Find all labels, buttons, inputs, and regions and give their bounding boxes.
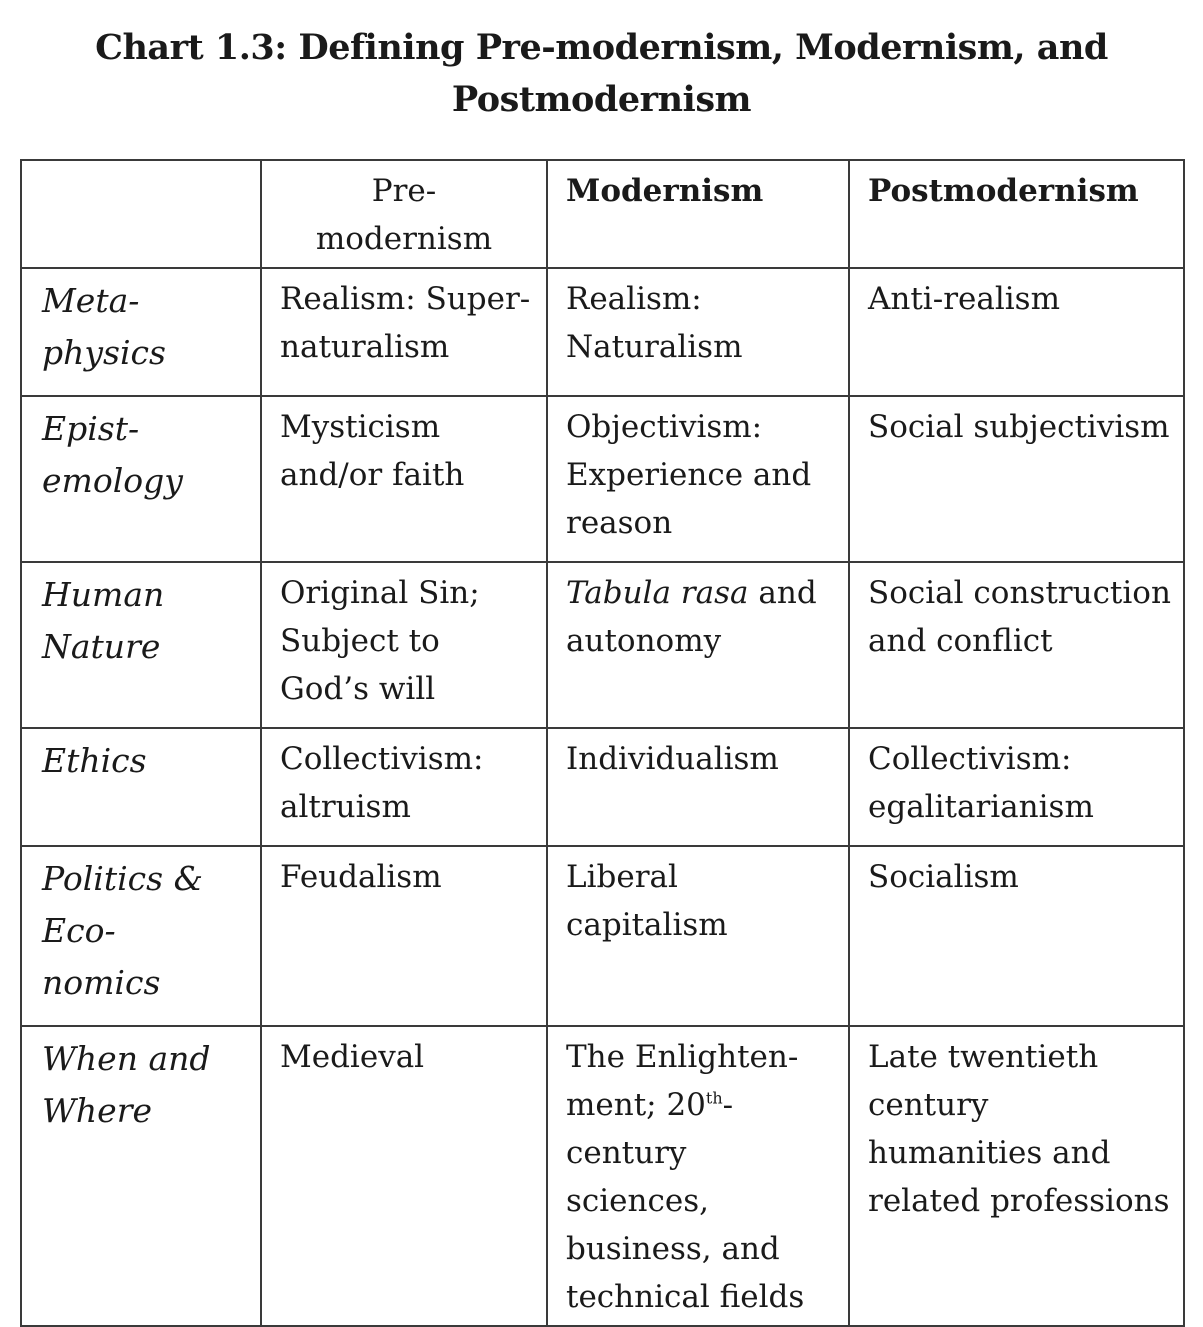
row-label-ethics xyxy=(21,728,261,846)
chart-title-line-2: Postmodernism xyxy=(451,79,752,120)
corner-cell xyxy=(21,160,261,268)
header-row xyxy=(21,160,1184,268)
row-label-when-and-where xyxy=(21,1026,261,1326)
tabula-rasa-term: Tabula rasa xyxy=(566,575,749,611)
row-label-metaphysics-line-2: physics xyxy=(42,333,166,372)
ordinal-suffix: th xyxy=(705,1088,723,1108)
cell-ethics-postmodernism: Collectivism: egalitarianism xyxy=(849,728,1184,846)
header-modernism: Modernism xyxy=(547,160,849,268)
cell-human-nature-modernism-rest: and autonomy xyxy=(566,575,817,659)
cell-politics-premodernism: Feudalism xyxy=(261,846,547,1026)
header-premodernism xyxy=(261,160,547,268)
row-label-politics-line-1: Politics & xyxy=(42,859,203,898)
cell-ethics-modernism: Individualism xyxy=(547,728,849,846)
cell-when-premodernism: Medieval xyxy=(261,1026,547,1326)
row-label-human-nature-line-1: Human xyxy=(42,575,165,614)
row-when-and-where xyxy=(21,1026,1184,1326)
chart-title-line-1: Chart 1.3: Defining Pre-modernism, Modernism, and xyxy=(95,27,1108,68)
cell-epistemology-premodernism: Mysticism and/or faith xyxy=(261,396,547,562)
row-label-ethics-line-1: Ethics xyxy=(42,741,147,780)
cell-when-modernism-part-2: -century sciences, business, and technical fields xyxy=(566,1087,805,1315)
cell-epistemology-modernism: Objectivism: Experience and reason xyxy=(547,396,849,562)
cell-epistemology-postmodernism: Social subjectivism xyxy=(849,396,1184,562)
cell-when-modernism xyxy=(547,1026,849,1326)
row-human-nature xyxy=(21,562,1184,728)
chart-title xyxy=(0,22,1203,126)
cell-politics-postmodernism: Socialism xyxy=(849,846,1184,1026)
row-label-human-nature-line-2: Nature xyxy=(42,627,161,666)
cell-ethics-premodernism: Collectivism: altruism xyxy=(261,728,547,846)
header-premodernism-line-2: modernism xyxy=(315,221,493,257)
header-postmodernism: Postmodernism xyxy=(849,160,1184,268)
row-label-epistemology-line-2: emology xyxy=(42,461,183,500)
row-metaphysics xyxy=(21,268,1184,396)
cell-metaphysics-modernism: Realism: Naturalism xyxy=(547,268,849,396)
row-ethics xyxy=(21,728,1184,846)
row-label-epistemology xyxy=(21,396,261,562)
header-premodernism-line-1: Pre- xyxy=(371,173,437,209)
row-label-epistemology-line-1: Epist- xyxy=(42,409,140,448)
row-label-politics-economics xyxy=(21,846,261,1026)
cell-human-nature-premodernism: Original Sin; Subject to God’s will xyxy=(261,562,547,728)
row-label-metaphysics xyxy=(21,268,261,396)
row-label-politics-line-2: Eco- xyxy=(42,911,116,950)
cell-metaphysics-premodernism: Realism: Super-naturalism xyxy=(261,268,547,396)
row-politics-economics xyxy=(21,846,1184,1026)
cell-metaphysics-postmodernism: Anti-realism xyxy=(849,268,1184,396)
cell-politics-modernism: Liberal capitalism xyxy=(547,846,849,1026)
row-label-when-line-1: When and xyxy=(42,1039,211,1078)
cell-human-nature-modernism xyxy=(547,562,849,728)
cell-human-nature-postmodernism: Social construction and conflict xyxy=(849,562,1184,728)
row-epistemology xyxy=(21,396,1184,562)
comparison-table xyxy=(20,159,1185,1327)
row-label-politics-line-3: nomics xyxy=(42,963,161,1002)
cell-when-postmodernism: Late twentieth century humanities and related professions xyxy=(849,1026,1184,1326)
row-label-metaphysics-line-1: Meta- xyxy=(42,281,140,320)
row-label-human-nature xyxy=(21,562,261,728)
cell-when-modernism-part-1: The Enlighten-ment; 20 xyxy=(566,1039,799,1123)
row-label-when-line-2: Where xyxy=(42,1091,153,1130)
